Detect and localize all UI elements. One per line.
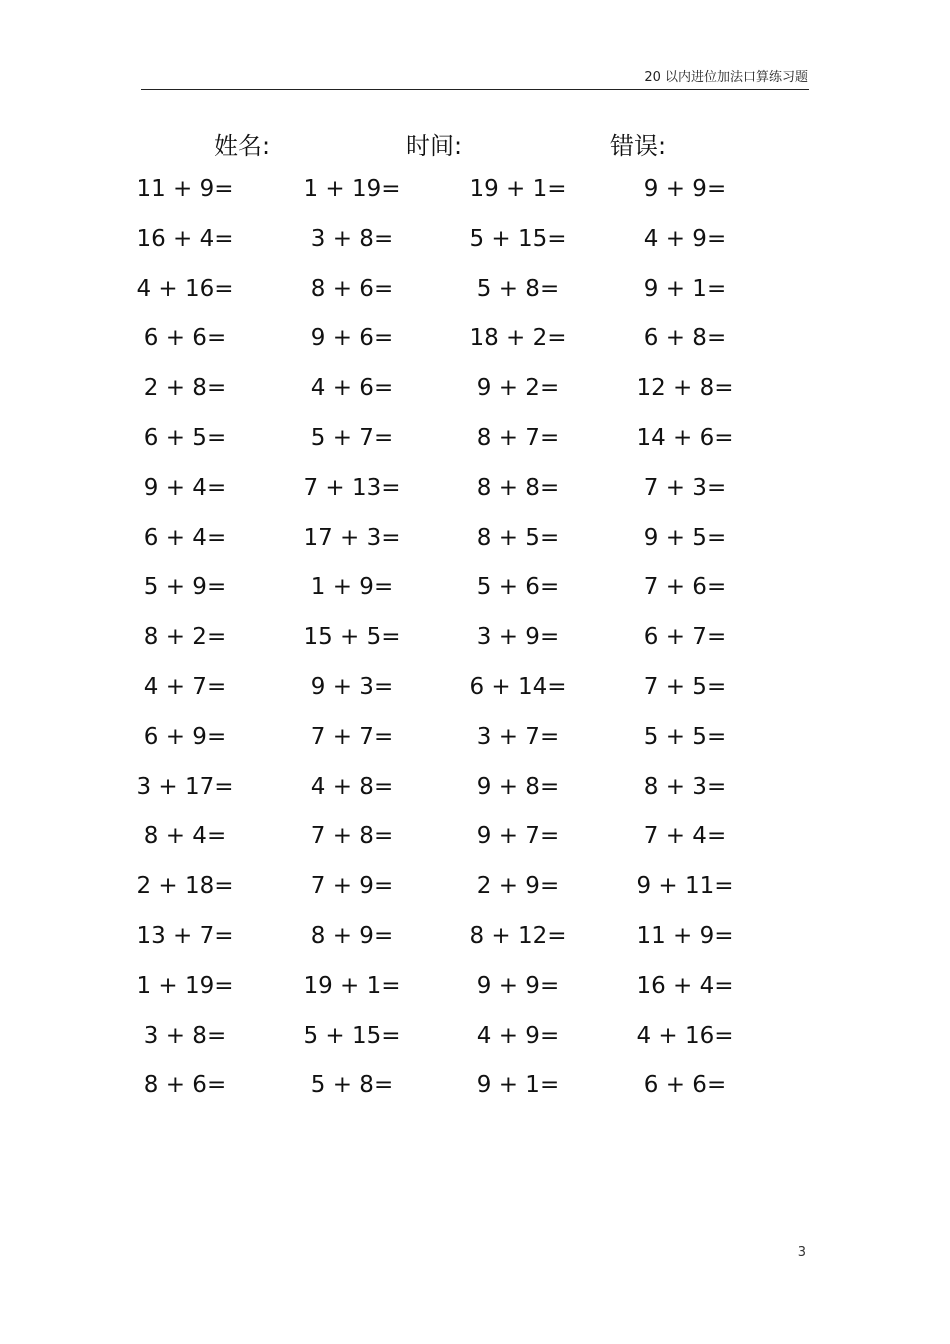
addition-problem: 8 + 5= — [476, 524, 560, 551]
addition-problem: 9 + 7= — [476, 823, 560, 850]
addition-problem: 14 + 6= — [636, 424, 734, 451]
addition-problem: 3 + 9= — [476, 624, 560, 651]
addition-problem: 4 + 6= — [310, 375, 394, 402]
addition-problem: 7 + 8= — [310, 823, 394, 850]
problem-row — [0, 869, 950, 919]
addition-problem: 5 + 5= — [643, 723, 727, 750]
addition-problem: 8 + 6= — [310, 275, 394, 302]
addition-problem: 9 + 1= — [643, 275, 727, 302]
page-number: 3 — [797, 1245, 806, 1260]
problem-row — [0, 819, 950, 869]
addition-problem: 7 + 5= — [643, 673, 727, 700]
addition-problem: 8 + 6= — [143, 1072, 227, 1099]
problem-row — [0, 620, 950, 670]
addition-problem: 9 + 6= — [310, 325, 394, 352]
addition-problem: 9 + 5= — [643, 524, 727, 551]
errors-field-label: 错误: — [610, 132, 667, 160]
addition-problem: 3 + 8= — [310, 225, 394, 252]
problem-row — [0, 272, 950, 322]
addition-problem: 2 + 9= — [476, 873, 560, 900]
addition-problem: 3 + 7= — [476, 723, 560, 750]
addition-problem: 8 + 3= — [643, 773, 727, 800]
problem-row — [0, 222, 950, 272]
name-field-label: 姓名: — [214, 132, 271, 160]
addition-problem: 4 + 9= — [643, 225, 727, 252]
addition-problem: 15 + 5= — [303, 624, 401, 651]
addition-problem: 7 + 9= — [310, 873, 394, 900]
problem-row — [0, 521, 950, 571]
addition-problem: 8 + 9= — [310, 922, 394, 949]
problem-row — [0, 172, 950, 222]
problem-row — [0, 1019, 950, 1069]
addition-problem: 17 + 3= — [303, 524, 401, 551]
problem-row — [0, 421, 950, 471]
problem-row — [0, 770, 950, 820]
addition-problem: 8 + 8= — [476, 474, 560, 501]
addition-problem: 1 + 9= — [310, 574, 394, 601]
addition-problem: 4 + 16= — [636, 1022, 734, 1049]
problem-row — [0, 919, 950, 969]
addition-problem: 7 + 3= — [643, 474, 727, 501]
problem-row — [0, 471, 950, 521]
addition-problem: 6 + 6= — [143, 325, 227, 352]
addition-problem: 4 + 9= — [476, 1022, 560, 1049]
addition-problem: 5 + 15= — [469, 225, 567, 252]
addition-problem: 6 + 4= — [143, 524, 227, 551]
addition-problem: 6 + 9= — [143, 723, 227, 750]
addition-problem: 6 + 8= — [643, 325, 727, 352]
addition-problem: 7 + 6= — [643, 574, 727, 601]
addition-problem: 3 + 17= — [136, 773, 234, 800]
addition-problem: 7 + 13= — [303, 474, 401, 501]
problem-row — [0, 1068, 950, 1118]
problem-row — [0, 321, 950, 371]
addition-problem: 4 + 16= — [136, 275, 234, 302]
problem-row — [0, 371, 950, 421]
addition-problem: 19 + 1= — [303, 972, 401, 999]
addition-problem: 12 + 8= — [636, 375, 734, 402]
addition-problem: 4 + 8= — [310, 773, 394, 800]
addition-problem: 1 + 19= — [303, 176, 401, 202]
addition-problem: 5 + 15= — [303, 1022, 401, 1049]
problem-row — [0, 670, 950, 720]
addition-problem: 9 + 1= — [476, 1072, 560, 1099]
problem-row — [0, 969, 950, 1019]
addition-problem: 2 + 18= — [136, 873, 234, 900]
addition-problem: 8 + 2= — [143, 624, 227, 651]
addition-problem: 19 + 1= — [469, 176, 567, 202]
student-info-fields — [0, 126, 950, 160]
problem-grid — [0, 172, 950, 1118]
addition-problem: 11 + 9= — [636, 922, 734, 949]
addition-problem: 7 + 4= — [643, 823, 727, 850]
addition-problem: 6 + 5= — [143, 424, 227, 451]
addition-problem: 16 + 4= — [136, 225, 234, 252]
addition-problem: 2 + 8= — [143, 375, 227, 402]
addition-problem: 6 + 14= — [469, 673, 567, 700]
problem-row — [0, 570, 950, 620]
addition-problem: 5 + 9= — [143, 574, 227, 601]
addition-problem: 8 + 4= — [143, 823, 227, 850]
addition-problem: 9 + 9= — [643, 176, 727, 202]
addition-problem: 7 + 7= — [310, 723, 394, 750]
addition-problem: 9 + 8= — [476, 773, 560, 800]
addition-problem: 9 + 9= — [476, 972, 560, 999]
addition-problem: 8 + 7= — [476, 424, 560, 451]
header-rule — [141, 89, 809, 90]
addition-problem: 18 + 2= — [469, 325, 567, 352]
addition-problem: 5 + 8= — [476, 275, 560, 302]
addition-problem: 6 + 6= — [643, 1072, 727, 1099]
addition-problem: 5 + 8= — [310, 1072, 394, 1099]
addition-problem: 5 + 6= — [476, 574, 560, 601]
addition-problem: 3 + 8= — [143, 1022, 227, 1049]
header-title: 20 以内进位加法口算练习题 — [644, 70, 808, 85]
addition-problem: 16 + 4= — [636, 972, 734, 999]
addition-problem: 6 + 7= — [643, 624, 727, 651]
addition-problem: 1 + 19= — [136, 972, 234, 999]
addition-problem: 5 + 7= — [310, 424, 394, 451]
addition-problem: 9 + 3= — [310, 673, 394, 700]
addition-problem: 9 + 11= — [636, 873, 734, 900]
addition-problem: 13 + 7= — [136, 922, 234, 949]
addition-problem: 4 + 7= — [143, 673, 227, 700]
time-field-label: 时间: — [406, 132, 463, 160]
addition-problem: 9 + 2= — [476, 375, 560, 402]
problem-row — [0, 720, 950, 770]
addition-problem: 11 + 9= — [136, 176, 234, 202]
addition-problem: 9 + 4= — [143, 474, 227, 501]
addition-problem: 8 + 12= — [469, 922, 567, 949]
